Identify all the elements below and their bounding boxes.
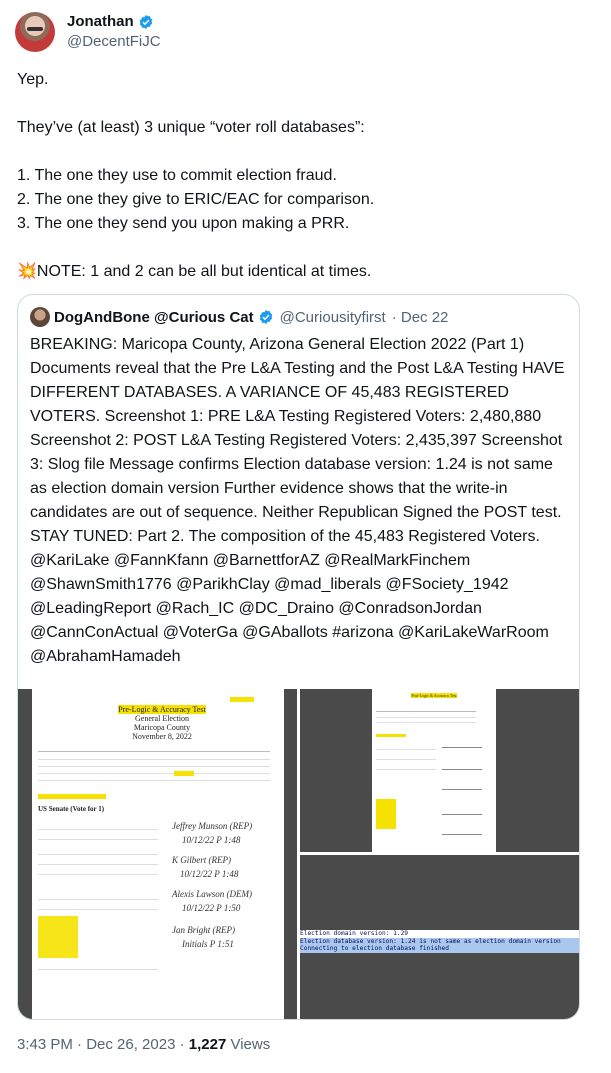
- table-rule: [38, 751, 270, 752]
- table-rule: [376, 711, 476, 712]
- quote-header: [30, 307, 448, 327]
- doc-title: Post-Logic & Accuracy Test: [411, 693, 457, 698]
- console-line-connect-finished: Connecting to election database finished: [300, 945, 579, 953]
- table-rule: [38, 829, 158, 830]
- table-rule: [38, 839, 158, 840]
- table-rule: [38, 909, 158, 910]
- verified-badge-icon: [138, 14, 154, 30]
- handwriting-mark: [442, 814, 482, 815]
- console-log: [300, 930, 579, 953]
- quote-date: · Dec 22: [391, 308, 449, 326]
- signature-3-date: 10/12/22 P 1:50: [182, 903, 241, 913]
- table-rule: [38, 759, 270, 760]
- table-rule: [376, 769, 436, 770]
- table-rule: [376, 722, 476, 723]
- highlight-registered-voters: [38, 794, 106, 799]
- signature-1: Jeffrey Munson (REP): [172, 821, 253, 831]
- document-page: [372, 689, 496, 852]
- signature-4: Jan Bright (REP): [172, 925, 235, 935]
- table-rule: [376, 759, 436, 760]
- tweet-text: Yep. They’ve (at least) 3 unique “voter roll databases”: 1. The one they use to commit election fraud. 2. The one they give to ERIC/EAC for comparison. 3. The one they send you upon making a PRR. 💥NOTE: 1 and 2 can be all but identical at times.: [17, 71, 375, 280]
- table-rule: [38, 780, 270, 781]
- author-name-row: [67, 13, 154, 30]
- signature-2-date: 10/12/22 P 1:48: [180, 869, 239, 879]
- table-rule: [38, 766, 270, 767]
- quote-avatar: [30, 307, 50, 327]
- highlight-mark: [230, 697, 254, 702]
- author-name[interactable]: Jonathan: [67, 13, 134, 30]
- quote-text: BREAKING: Maricopa County, Arizona General Election 2022 (Part 1) Documents reveal that the Pre L&A Testing and the Post L&A Testing HAVE DIFFERENT DATABASES. A VARIANCE OF 45,483 REGISTERED VOTERS. Screenshot 1: PRE L&A Testing Registered Voters: 2,480,880 Screenshot 2: POST L&A Testing Registered Voters: 2,435,397 Screenshot 3: Slog file Message confirms Election database version: 1.24 is not same as election domain version Further evidence shows that the write-in candidates are out of sequence. Neither Republican Signed the POST test. STAY TUNED: Part 2. The composition of the 45,483 Registered Voters. @KariLake @FannKfann @BarnettforAZ @RealMarkFinchem @ShawnSmith1776 @ParikhClay @mad_liberals @FSociety_1942 @LeadingReport @Rach_IC @DC_Draino @ConradsonJordan @CannConActual @VoterGa @GAballots #arizona @KariLakeWarRoom @AbrahamHamadeh: [30, 336, 569, 665]
- doc-title: Pre-Logic & Accuracy Test General Election Maricopa County November 8, 2022: [118, 705, 206, 741]
- signature-1-date: 10/12/22 P 1:48: [182, 835, 241, 845]
- author-handle[interactable]: @DecentFiJC: [67, 33, 161, 50]
- console-line-domain-version: Election domain version: 1.29: [300, 930, 409, 937]
- table-rule: [376, 717, 476, 718]
- table-rule: [38, 854, 158, 855]
- author-avatar[interactable]: [15, 12, 55, 52]
- doc-section-title: US Senate (Vote for 1): [38, 805, 105, 813]
- signature-4-date: Initials P 1:51: [182, 939, 234, 949]
- table-rule: [38, 773, 270, 774]
- quote-media-grid: [18, 689, 579, 1019]
- media-image-pre-test-document[interactable]: [18, 689, 297, 1019]
- handwriting-mark: [442, 834, 482, 835]
- verified-badge-icon: [258, 309, 274, 325]
- highlight-write-in-rows: [376, 799, 396, 829]
- handwriting-mark: [442, 747, 482, 748]
- quote-handle: @Curiousityfirst: [279, 308, 386, 326]
- view-count: 1,227: [188, 1036, 227, 1053]
- document-page: [32, 689, 284, 1019]
- media-image-post-test-document[interactable]: [300, 689, 579, 852]
- media-image-console-log[interactable]: [300, 855, 579, 1019]
- highlight-write-in-rows: [38, 916, 78, 958]
- table-rule: [38, 864, 158, 865]
- tweet-timestamp[interactable]: 3:43 PM · Dec 26, 2023 ·: [17, 1036, 189, 1053]
- quote-author-name: DogAndBone @Curious Cat: [54, 308, 254, 326]
- highlight-mark: [174, 771, 194, 776]
- view-label: Views: [226, 1036, 271, 1053]
- table-rule: [376, 749, 436, 750]
- handwriting-mark: [442, 789, 482, 790]
- signature-3: Alexis Lawson (DEM): [172, 889, 252, 899]
- highlight-mark: [376, 734, 406, 737]
- table-rule: [38, 969, 158, 970]
- handwriting-mark: [442, 769, 482, 770]
- table-rule: [38, 899, 158, 900]
- console-line-database-version: Election database version: 1.24 is not same as election domain version: [300, 938, 579, 946]
- signature-2: K Gilbert (REP): [172, 855, 231, 865]
- tweet-meta: [17, 1036, 270, 1053]
- table-rule: [38, 874, 158, 875]
- quoted-tweet[interactable]: [17, 294, 580, 1020]
